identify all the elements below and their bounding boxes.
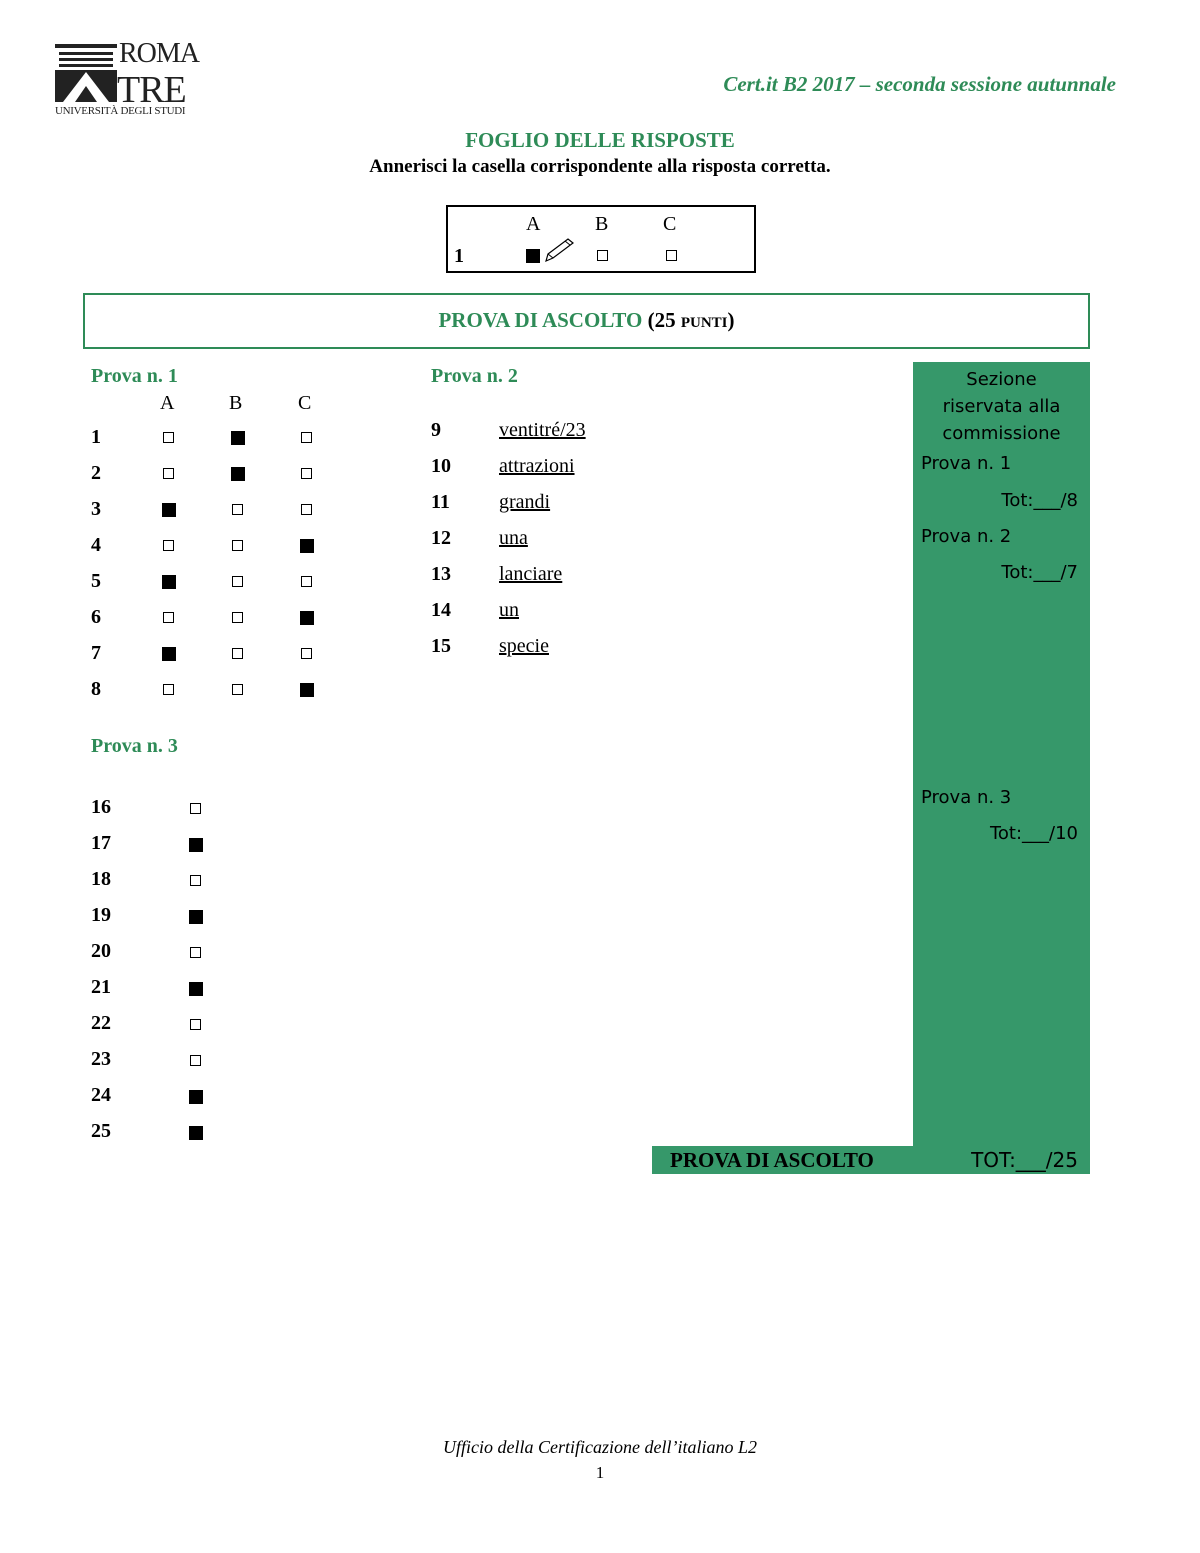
prova1-checkbox-a[interactable]	[162, 647, 176, 661]
prova1-checkbox-a[interactable]	[162, 503, 176, 517]
commission-prova1-label: Prova n. 1	[921, 453, 1012, 474]
prova2-question-number: 11	[431, 491, 450, 513]
prova1-checkbox-b[interactable]	[232, 612, 243, 623]
prova2-answer: ventitré/23	[499, 419, 586, 441]
prova3-checkbox[interactable]	[190, 1055, 201, 1066]
prova2-answer: specie	[499, 635, 549, 657]
page-instructions: Annerisci la casella corrispondente alla risposta corretta.	[369, 156, 831, 177]
prova1-checkbox-a[interactable]	[163, 684, 174, 695]
prova2-question-number: 14	[431, 599, 451, 621]
prova3-question-number: 17	[91, 832, 111, 854]
example-answer-box	[446, 205, 756, 273]
example-letter-a: A	[526, 213, 541, 235]
prova1-col-b: B	[229, 392, 243, 414]
logo-text-tre: TRE	[117, 69, 186, 111]
prova3-checkbox[interactable]	[190, 1019, 201, 1030]
prova1-checkbox-c[interactable]	[301, 432, 312, 443]
prova3-checkbox[interactable]	[189, 910, 203, 924]
example-letter-c: C	[663, 213, 677, 235]
prova3-checkbox[interactable]	[190, 803, 201, 814]
prova3-checkbox[interactable]	[190, 947, 201, 958]
commission-panel	[913, 362, 1090, 1147]
prova1-checkbox-c[interactable]	[300, 611, 314, 625]
example-letter-b: B	[595, 213, 609, 235]
prova1-checkbox-c[interactable]	[301, 648, 312, 659]
commission-prova3-total: Tot:___/10	[989, 823, 1078, 844]
prova2-question-number: 10	[431, 455, 451, 477]
commission-prova3-label: Prova n. 3	[921, 787, 1012, 808]
prova1-question-number: 3	[91, 498, 101, 520]
prova1-question-number: 1	[91, 426, 101, 448]
exam-session-header: Cert.it B2 2017 – seconda sessione autunnale	[723, 72, 1116, 96]
section-title-text: PROVA DI ASCOLTO	[438, 308, 643, 332]
prova1-checkbox-b[interactable]	[232, 576, 243, 587]
roma-tre-logo-icon	[55, 42, 117, 104]
prova1-checkbox-a[interactable]	[163, 468, 174, 479]
prova1-checkbox-c[interactable]	[301, 576, 312, 587]
listening-total-label: PROVA DI ASCOLTO	[670, 1148, 874, 1172]
prova1-checkbox-a[interactable]	[163, 432, 174, 443]
prova1-question-number: 6	[91, 606, 101, 628]
commission-prova2-label: Prova n. 2	[921, 526, 1012, 547]
logo-text-roma: ROMA	[119, 38, 200, 69]
prova1-checkbox-b[interactable]	[232, 540, 243, 551]
page-number: 1	[595, 1463, 605, 1482]
prova3-checkbox[interactable]	[189, 1126, 203, 1140]
example-checkbox-a	[526, 249, 540, 263]
listening-total-bar	[652, 1146, 1090, 1174]
prova1-col-a: A	[160, 392, 175, 414]
prova1-checkbox-b[interactable]	[232, 504, 243, 515]
prova2-answer: attrazioni	[499, 455, 575, 477]
prova1-checkbox-c[interactable]	[300, 683, 314, 697]
footer-office: Ufficio della Certificazione dell’italiano L2	[443, 1437, 757, 1457]
prova3-question-number: 22	[91, 1012, 111, 1034]
prova1-checkbox-c[interactable]	[301, 504, 312, 515]
example-checkbox-c	[666, 250, 677, 261]
prova1-checkbox-b[interactable]	[232, 684, 243, 695]
prova3-heading: Prova n. 3	[91, 735, 178, 757]
prova3-checkbox[interactable]	[190, 875, 201, 886]
prova3-question-number: 19	[91, 904, 111, 926]
prova3-question-number: 24	[91, 1084, 111, 1106]
prova1-heading: Prova n. 1	[91, 365, 178, 387]
prova1-checkbox-b[interactable]	[231, 431, 245, 445]
prova2-question-number: 12	[431, 527, 451, 549]
university-logo	[55, 38, 205, 120]
prova2-question-number: 15	[431, 635, 451, 657]
pencil-icon	[542, 237, 576, 263]
example-question-number: 1	[454, 245, 464, 267]
commission-panel-heading: Sezione riservata alla commissione	[942, 369, 1061, 444]
prova2-question-number: 13	[431, 563, 451, 585]
prova3-question-number: 25	[91, 1120, 111, 1142]
prova3-checkbox[interactable]	[189, 1090, 203, 1104]
prova1-question-number: 7	[91, 642, 101, 664]
logo-text-universita: UNIVERSITÀ DEGLI STUDI	[55, 105, 186, 117]
prova1-question-number: 8	[91, 678, 101, 700]
prova1-checkbox-a[interactable]	[163, 612, 174, 623]
prova3-question-number: 20	[91, 940, 111, 962]
prova2-answer: lanciare	[499, 563, 563, 585]
prova3-checkbox[interactable]	[189, 982, 203, 996]
prova1-checkbox-a[interactable]	[163, 540, 174, 551]
section-header-box	[83, 293, 1090, 349]
prova2-heading: Prova n. 2	[431, 365, 518, 387]
prova3-question-number: 21	[91, 976, 111, 998]
listening-total-value: TOT:___/25	[971, 1148, 1078, 1172]
prova2-answer: grandi	[499, 491, 551, 513]
prova1-question-number: 4	[91, 534, 101, 556]
prova3-question-number: 23	[91, 1048, 111, 1070]
section-title	[85, 308, 1088, 333]
prova3-question-number: 16	[91, 796, 111, 818]
prova1-question-number: 5	[91, 570, 101, 592]
commission-prova1-total: Tot:___/8	[1001, 490, 1078, 511]
prova1-checkbox-b[interactable]	[231, 467, 245, 481]
section-points: (25 PUNTI)	[647, 308, 735, 332]
prova2-answer: un	[499, 599, 519, 621]
page-title: FOGLIO DELLE RISPOSTE	[465, 128, 735, 152]
prova1-checkbox-c[interactable]	[301, 468, 312, 479]
prova3-checkbox[interactable]	[189, 838, 203, 852]
prova1-checkbox-c[interactable]	[300, 539, 314, 553]
prova1-question-number: 2	[91, 462, 101, 484]
prova2-question-number: 9	[431, 419, 441, 441]
prova3-question-number: 18	[91, 868, 111, 890]
prova1-checkbox-a[interactable]	[162, 575, 176, 589]
example-checkbox-b	[597, 250, 608, 261]
prova1-checkbox-b[interactable]	[232, 648, 243, 659]
prova2-answer: una	[499, 527, 528, 549]
commission-prova2-total: Tot:___/7	[1001, 562, 1078, 583]
prova1-col-c: C	[298, 392, 312, 414]
